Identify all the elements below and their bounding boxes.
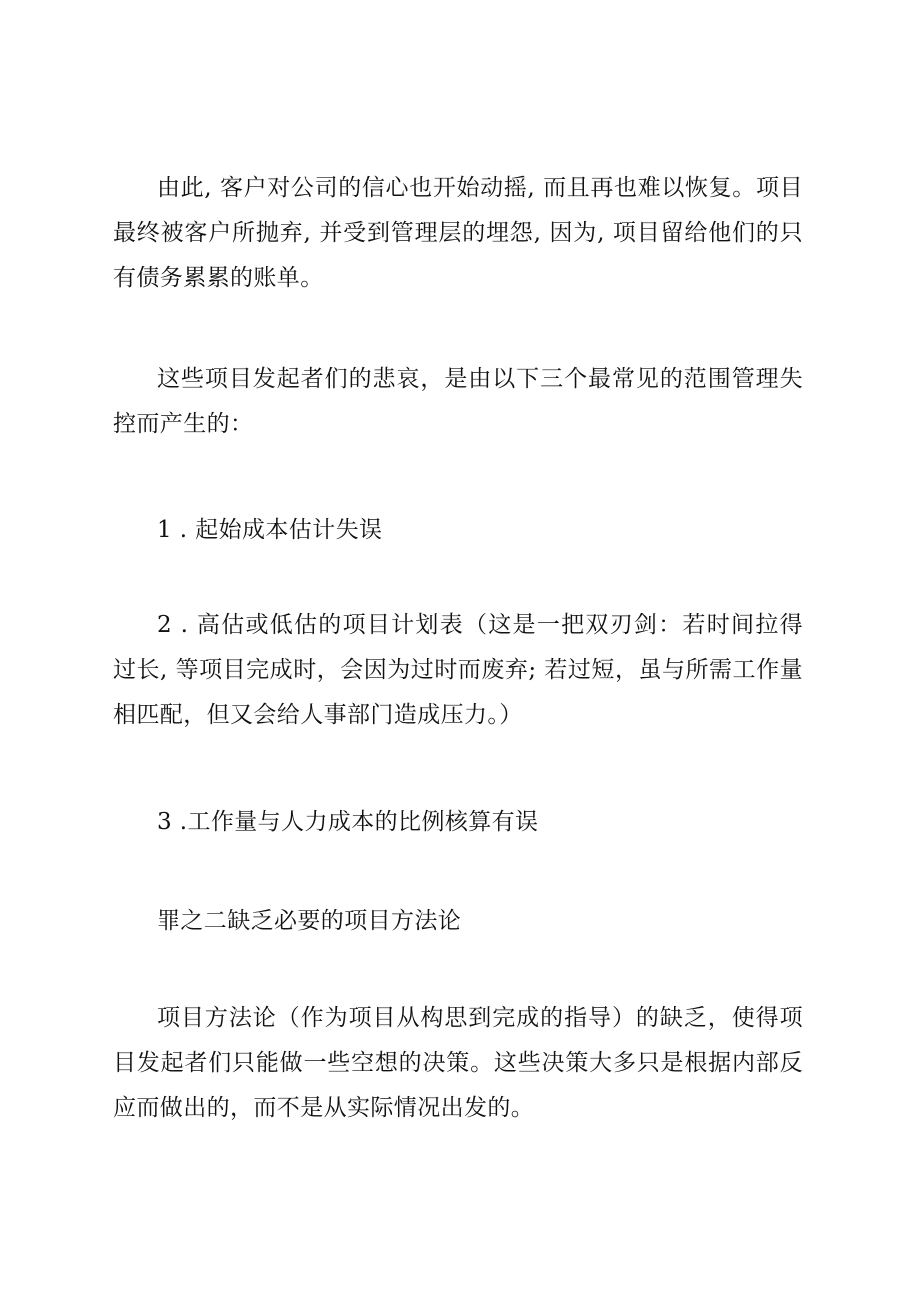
list-item-3: 3 .工作量与人力成本的比例核算有误 <box>157 809 539 835</box>
list-item-1: 1 . 起始成本估计失误 <box>157 517 383 543</box>
section-heading: 罪之二缺乏必要的项目方法论 <box>157 908 462 934</box>
paragraph-sponsor-sorrow: 这些项目发起者们的悲哀，是由以下三个最常见的范围管理失控而产生的： <box>113 366 803 437</box>
list-item-2: 2 . 高估或低估的项目计划表（这是一把双刃剑：若时间拉得过长, 等项目完成时，会因为过时而废弃; 若过短，虽与所需工作量相匹配，但又会给人事部门造成压力。） <box>113 612 803 728</box>
paragraph-client-confidence: 由此, 客户对公司的信心也开始动摇, 而且再也难以恢复。项目最终被客户所抛弃, 并受到管理层的埋怨, 因为, 项目留给他们的只有债务累累的账单。 <box>113 175 803 291</box>
paragraph-methodology: 项目方法论（作为项目从构思到完成的指导）的缺乏，使得项目发起者们只能做一些空想的决策。这些决策大多只是根据内部反应而做出的，而不是从实际情况出发的。 <box>113 1005 803 1121</box>
